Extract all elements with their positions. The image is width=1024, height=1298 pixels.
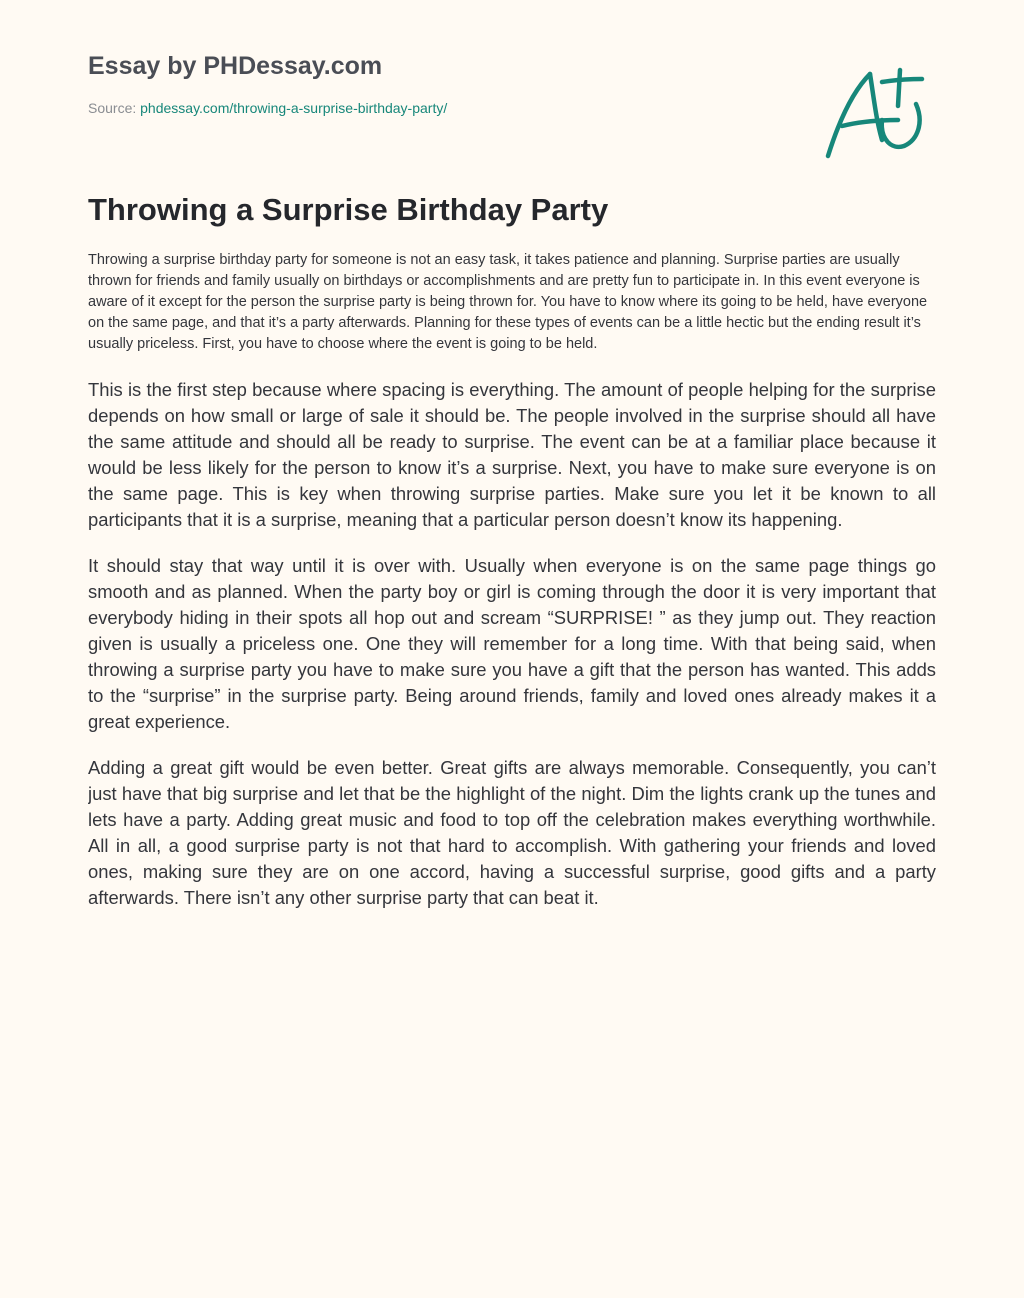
a-plus-logo-icon xyxy=(818,64,928,164)
source-link[interactable]: phdessay.com/throwing-a-surprise-birthday-party/ xyxy=(140,100,448,116)
essay-paragraph: It should stay that way until it is over with. Usually when everyone is on the same page things go smooth and as planned. When the party boy or girl is coming through the door it is very important that everybody hiding in their spots all hop out and scream “SURPRISE! ” as they jump out. They reaction given is usually a priceless one. One they will remember for a long time. With that being said, when throwing a surprise party you have to make sure you have a gift that the person has wanted. This adds to the “surprise” in the surprise party. Being around friends, family and loved ones already makes it a great experience. xyxy=(88,555,936,732)
essay-paragraph: This is the first step because where spacing is everything. The amount of people helping for the surprise depends on how small or large of sale it should be. The people involved in the surprise should all have the same attitude and should all be ready to surprise. The event can be at a familiar place because it would be less likely for the person to know it’s a surprise. Next, you have to make sure everyone is on the same page. This is key when throwing surprise parties. Make sure you let it be known to all participants that it is a surprise, meaning that a particular person doesn’t know its happening. xyxy=(88,379,936,530)
essay-intro: Throwing a surprise birthday party for someone is not an easy task, it takes patience and planning. Surprise parties are usually thrown for friends and family usually on birthdays or accomplishments and are pretty fun to participate in. In this event everyone is aware of it except for the person the surprise party is being thrown for. You have to know where its going to be held, have everyone on the same page, and that it’s a party afterwards. Planning for these types of events can be a little hectic but the ending result it’s usually priceless. First, you have to choose where the event is going to be held. xyxy=(88,252,928,352)
source-label: Source: xyxy=(88,100,141,116)
essay-body xyxy=(88,250,936,931)
essay-title: Throwing a Surprise Birthday Party xyxy=(88,192,609,227)
header xyxy=(88,48,808,118)
site-brand: Essay by PHDessay.com xyxy=(88,52,383,80)
source-line xyxy=(88,98,808,118)
essay-paragraph: Adding a great gift would be even better. Great gifts are always memorable. Consequently, you can’t just have that big surprise and let that be the highlight of the night. Dim the lights crank up the tunes and lets have a party. Adding great music and food to top off the celebration makes everything worthwhile. All in all, a good surprise party is not that hard to accomplish. With gathering your friends and loved ones, making sure they are on one accord, having a successful surprise, good gifts and a party afterwards. There isn’t any other surprise party that can beat it. xyxy=(88,757,936,908)
